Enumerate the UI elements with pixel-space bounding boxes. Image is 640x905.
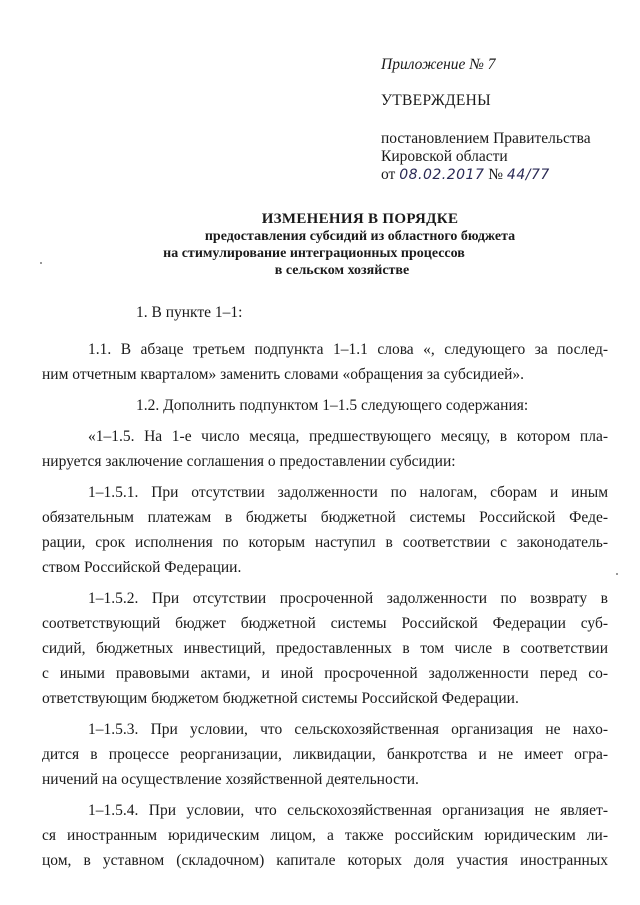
text-line: ничений на осуществление хозяйственной деятельности. (42, 771, 419, 788)
date-prefix: от (381, 166, 396, 183)
approval-line-3 (381, 166, 621, 184)
approval-block (381, 56, 621, 184)
text-line: дится в процессе реорганизации, ликвидации, банкротства и не имеет огра- (42, 746, 608, 763)
text-line: ответствующим бюджетом бюджетной системы Российской Федерации. (42, 690, 519, 707)
text-line: сидий, бюджетных инвестиций, предоставленных в том числе в соответствии (42, 640, 608, 657)
paragraph-1-1-5-1 (42, 480, 608, 580)
paragraph-1-1-5-2 (42, 586, 608, 711)
paragraph-1-2 (90, 393, 608, 418)
paragraph-1-1-5 (42, 424, 608, 474)
text-line: обязательным платежам в бюджеты бюджетной системы Российской Феде- (42, 509, 608, 526)
title-line-1: ИЗМЕНЕНИЯ В ПОРЯДКЕ (261, 211, 459, 227)
text-line: 1.2. Дополнить подпунктом 1–1.5 следующего содержания: (136, 397, 529, 414)
approval-line-2: Кировской области (381, 148, 508, 165)
paragraph-1-1 (42, 337, 608, 387)
scan-speck (616, 573, 618, 575)
text-line: 1.1. В абзаце третьем подпункта 1–1.1 слова «, следующего за послед- (88, 341, 608, 358)
paragraph-1-1-5-4 (42, 798, 608, 873)
text-line: цом, в уставном (складочном) капитале которых доля участия иностранных (42, 852, 608, 869)
text-line: «1–1.5. На 1-е число месяца, предшествующего месяцу, в котором пла- (88, 428, 608, 445)
text-line: ся иностранным юридическим лицом, а также российским юридическим ли- (42, 827, 608, 844)
annex-number: Приложение № 7 (381, 56, 496, 73)
text-line: 1–1.5.4. При условии, что сельскохозяйственная организация не являет- (88, 802, 608, 819)
text-line: с иными правовыми актами, и иной просроченной задолженности перед со- (42, 665, 608, 682)
text-line: рации, срок исполнения по которым наступил в соответствии с законодатель- (42, 534, 608, 551)
title-line-4: в сельском хозяйстве (274, 263, 410, 278)
scan-speck (40, 262, 42, 264)
document-title (60, 211, 640, 279)
text-line: ним отчетным кварталом» заменить словами «обращения за субсидией». (42, 366, 525, 383)
title-line-3: на стимулирование интеграционных процессов (163, 246, 465, 261)
text-line: ством Российской Федерации. (42, 559, 242, 576)
approved-heading: УТВЕРЖДЕНЫ (381, 92, 491, 109)
text-line: соответствующий бюджет бюджетной системы Российской Федерации суб- (42, 615, 608, 632)
paragraph-1 (90, 300, 608, 325)
text-line: 1. В пункте 1–1: (136, 304, 243, 321)
text-line: 1–1.5.1. При отсутствии задолженности по налогам, сборам и иным (88, 484, 608, 501)
paragraph-1-1-5-3 (42, 717, 608, 792)
number-label: № (488, 166, 504, 183)
document-body (42, 300, 608, 879)
text-line: 1–1.5.3. При условии, что сельскохозяйственная организация не нахо- (88, 721, 608, 738)
handwritten-number: 44/77 (506, 167, 550, 183)
text-line: 1–1.5.2. При отсутствии просроченной задолженности по возврату в (88, 590, 608, 607)
text-line: нируется заключение соглашения о предоставлении субсидии: (42, 453, 456, 470)
handwritten-date: 08.02.2017 (399, 167, 485, 183)
title-line-2: предоставления субсидий из областного бюджета (204, 229, 516, 244)
approval-line-1: постановлением Правительства (381, 130, 591, 147)
